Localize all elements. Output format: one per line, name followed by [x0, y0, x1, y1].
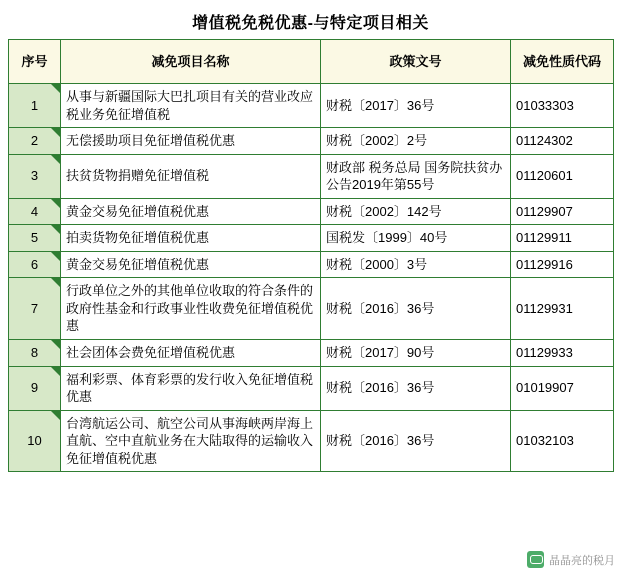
table-row: [9, 366, 614, 410]
cell-name: 无偿援助项目免征增值税优惠: [61, 128, 321, 155]
cell-seq: [9, 251, 61, 278]
cell-name: 社会团体会费免征增值税优惠: [61, 340, 321, 367]
cell-seq: [9, 278, 61, 340]
corner-marker-icon: [51, 367, 60, 376]
cell-name: 福利彩票、体育彩票的发行收入免征增值税优惠: [61, 366, 321, 410]
wechat-logo-icon: [527, 551, 544, 568]
cell-code: 01129931: [511, 278, 614, 340]
cell-code: 01129933: [511, 340, 614, 367]
seq-value: 6: [30, 256, 39, 272]
seq-value: 4: [30, 203, 39, 219]
corner-marker-icon: [51, 128, 60, 137]
corner-marker-icon: [51, 278, 60, 287]
corner-marker-icon: [51, 252, 60, 261]
cell-doc: 财税〔2002〕142号: [321, 198, 511, 225]
cell-code: 01019907: [511, 366, 614, 410]
column-header-code: 减免性质代码: [511, 40, 614, 84]
cell-seq: [9, 340, 61, 367]
table-row: [9, 128, 614, 155]
table-header-row: [9, 40, 614, 84]
cell-name: 拍卖货物免征增值税优惠: [61, 225, 321, 252]
cell-code: 01120601: [511, 154, 614, 198]
cell-code: 01033303: [511, 84, 614, 128]
cell-seq: [9, 225, 61, 252]
table-row: [9, 198, 614, 225]
cell-code: 01129911: [511, 225, 614, 252]
watermark-label: 晶晶亮的税月: [549, 554, 615, 567]
cell-seq: [9, 366, 61, 410]
seq-value: 1: [30, 97, 39, 113]
table-header: [9, 40, 614, 84]
cell-code: 01129916: [511, 251, 614, 278]
cell-seq: [9, 128, 61, 155]
cell-doc: 财税〔2000〕3号: [321, 251, 511, 278]
corner-marker-icon: [51, 411, 60, 420]
cell-seq: [9, 410, 61, 472]
seq-value: 2: [30, 133, 39, 149]
cell-name: 行政单位之外的其他单位收取的符合条件的政府性基金和行政事业性收费免征增值税优惠: [61, 278, 321, 340]
cell-doc: 财税〔2016〕36号: [321, 410, 511, 472]
cell-doc: 财税〔2016〕36号: [321, 278, 511, 340]
cell-name: 黄金交易免征增值税优惠: [61, 198, 321, 225]
table-row: [9, 154, 614, 198]
table-row: [9, 340, 614, 367]
tax-exemption-table: [8, 39, 614, 472]
cell-name: 从事与新疆国际大巴扎项目有关的营业改应税业务免征增值税: [61, 84, 321, 128]
corner-marker-icon: [51, 225, 60, 234]
table-row: [9, 410, 614, 472]
column-header-seq: 序号: [9, 40, 61, 84]
table-row: [9, 251, 614, 278]
cell-doc: 国税发〔1999〕40号: [321, 225, 511, 252]
table-row: [9, 84, 614, 128]
seq-value: 3: [30, 168, 39, 184]
seq-value: 9: [30, 380, 39, 396]
table-row: [9, 278, 614, 340]
cell-seq: [9, 198, 61, 225]
cell-code: 01129907: [511, 198, 614, 225]
cell-seq: [9, 154, 61, 198]
corner-marker-icon: [51, 155, 60, 164]
seq-value: 10: [27, 433, 42, 449]
corner-marker-icon: [51, 84, 60, 93]
watermark: [527, 551, 615, 568]
page-title: 增值税免税优惠-与特定项目相关: [192, 15, 429, 32]
seq-value: 7: [30, 300, 39, 316]
cell-name: 扶贫货物捐赠免征增值税: [61, 154, 321, 198]
corner-marker-icon: [51, 199, 60, 208]
seq-value: 5: [30, 230, 39, 246]
corner-marker-icon: [51, 340, 60, 349]
cell-name: 黄金交易免征增值税优惠: [61, 251, 321, 278]
cell-code: 01124302: [511, 128, 614, 155]
cell-doc: 财税〔2002〕2号: [321, 128, 511, 155]
column-header-doc: 政策文号: [321, 40, 511, 84]
cell-doc: 财税〔2016〕36号: [321, 366, 511, 410]
cell-code: 01032103: [511, 410, 614, 472]
column-header-name: 减免项目名称: [61, 40, 321, 84]
table-row: [9, 225, 614, 252]
seq-value: 8: [30, 345, 39, 361]
table-body: [9, 84, 614, 472]
cell-doc: 财税〔2017〕90号: [321, 340, 511, 367]
cell-doc: 财政部 税务总局 国务院扶贫办公告2019年第55号: [321, 154, 511, 198]
cell-doc: 财税〔2017〕36号: [321, 84, 511, 128]
cell-seq: [9, 84, 61, 128]
cell-name: 台湾航运公司、航空公司从事海峡两岸海上直航、空中直航业务在大陆取得的运输收入免征增值税优惠: [61, 410, 321, 472]
